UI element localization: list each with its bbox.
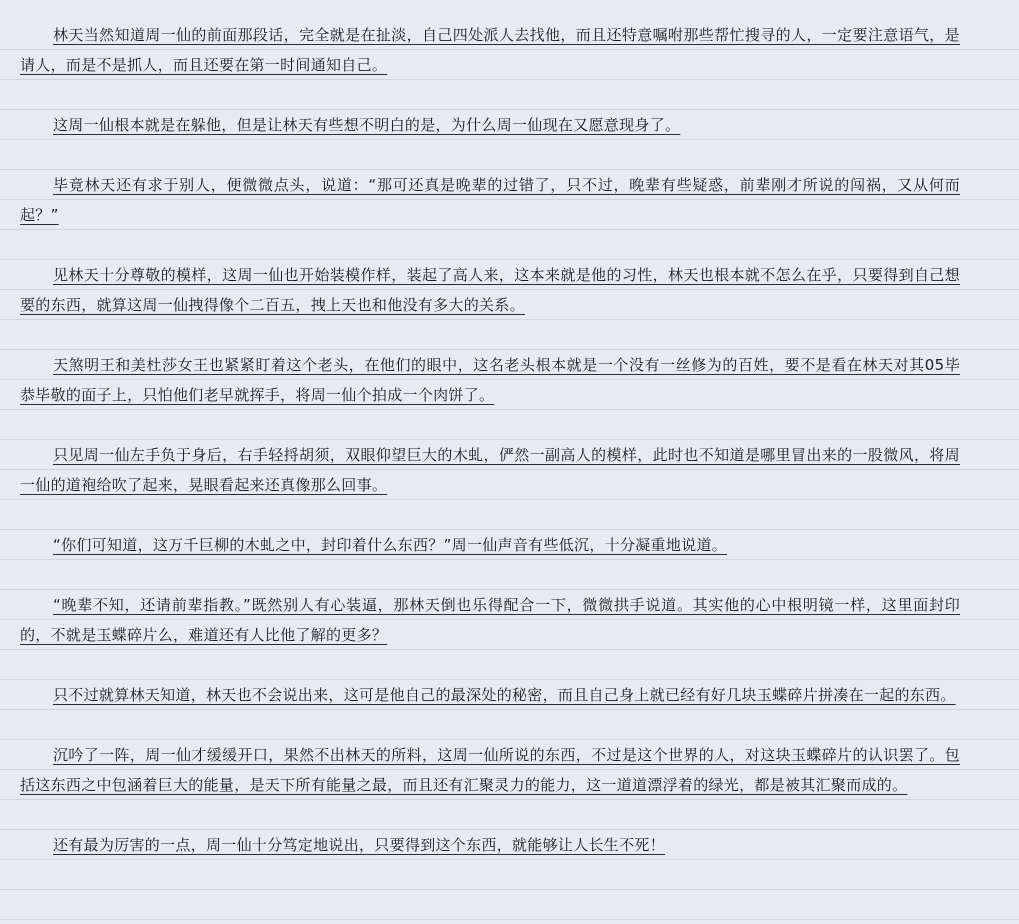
paragraph-6 xyxy=(20,440,960,500)
paragraph-8 xyxy=(20,590,960,650)
paragraph-1-text: 林天当然知道周一仙的前面那段话，完全就是在扯淡，自己四处派人去找他，而且还特意嘱咐那些帮忙搜寻的人，一定要注意语气，是请人，而是不是抓人，而且还要在第一时间通知自己。 xyxy=(20,26,960,74)
paragraph-11-text: 还有最为厉害的一点，周一仙十分笃定地说出，只要得到这个东西，就能够让人长生不死！ xyxy=(53,836,666,854)
paragraph-7 xyxy=(20,530,960,560)
paragraph-4-text: 见林天十分尊敬的模样，这周一仙也开始装模作样，装起了高人来，这本来就是他的习性，林天也根本就不怎么在乎，只要得到自己想要的东西，就算这周一仙拽得像个二百五，拽上天也和他没有多大的关系。 xyxy=(20,266,960,314)
paragraph-9 xyxy=(20,680,960,710)
paragraph-8-text: “晚辈不知，还请前辈指教。”既然别人有心装逼，那林天倒也乐得配合一下，微微拱手说道。其实他的心中根明镜一样，这里面封印的，不就是玉蝶碎片么，难道还有人比他了解的更多？ xyxy=(20,596,960,644)
paragraph-7-text: “你们可知道，这万千巨柳的木虬之中，封印着什么东西？”周一仙声音有些低沉，十分凝重地说道。 xyxy=(53,536,728,554)
paragraph-10 xyxy=(20,740,960,800)
paragraph-2-text: 这周一仙根本就是在躲他，但是让林天有些想不明白的是，为什么周一仙现在又愿意现身了。 xyxy=(53,116,681,134)
paragraph-4 xyxy=(20,260,960,320)
paragraph-5 xyxy=(20,350,960,410)
paragraph-2 xyxy=(20,110,960,140)
paragraph-9-text: 只不过就算林天知道，林天也不会说出来，这可是他自己的最深处的秘密，而且自己身上就已经有好几块玉蝶碎片拼凑在一起的东西。 xyxy=(53,686,956,704)
reading-pane xyxy=(20,20,960,890)
paragraph-1 xyxy=(20,20,960,80)
paragraph-3 xyxy=(20,170,960,230)
paragraph-10-text: 沉吟了一阵，周一仙才缓缓开口，果然不出林天的所料，这周一仙所说的东西，不过是这个世界的人，对这块玉蝶碎片的认识罢了。包括这东西之中包涵着巨大的能量，是天下所有能量之最，而且还有汇聚灵力的能力，这一道道漂浮着的绿光，都是被其汇聚而成的。 xyxy=(20,746,960,794)
paragraph-11 xyxy=(20,830,960,860)
paragraph-3-text: 毕竟林天还有求于别人，便微微点头，说道：“那可还真是晚辈的过错了，只不过，晚辈有些疑惑，前辈刚才所说的闯祸，又从何而起？” xyxy=(20,176,960,224)
paragraph-6-text: 只见周一仙左手负于身后，右手轻捋胡须，双眼仰望巨大的木虬，俨然一副高人的模样，此时也不知道是哪里冒出来的一股微风，将周一仙的道袍给吹了起来，晃眼看起来还真像那么回事。 xyxy=(20,446,960,494)
paragraph-5-text: 天煞明王和美杜莎女王也紧紧盯着这个老头，在他们的眼中，这名老头根本就是一个没有一丝修为的百姓，要不是看在林天对其05毕恭毕敬的面子上，只怕他们老早就挥手，将周一仙个拍成一个肉饼了。 xyxy=(20,356,960,404)
